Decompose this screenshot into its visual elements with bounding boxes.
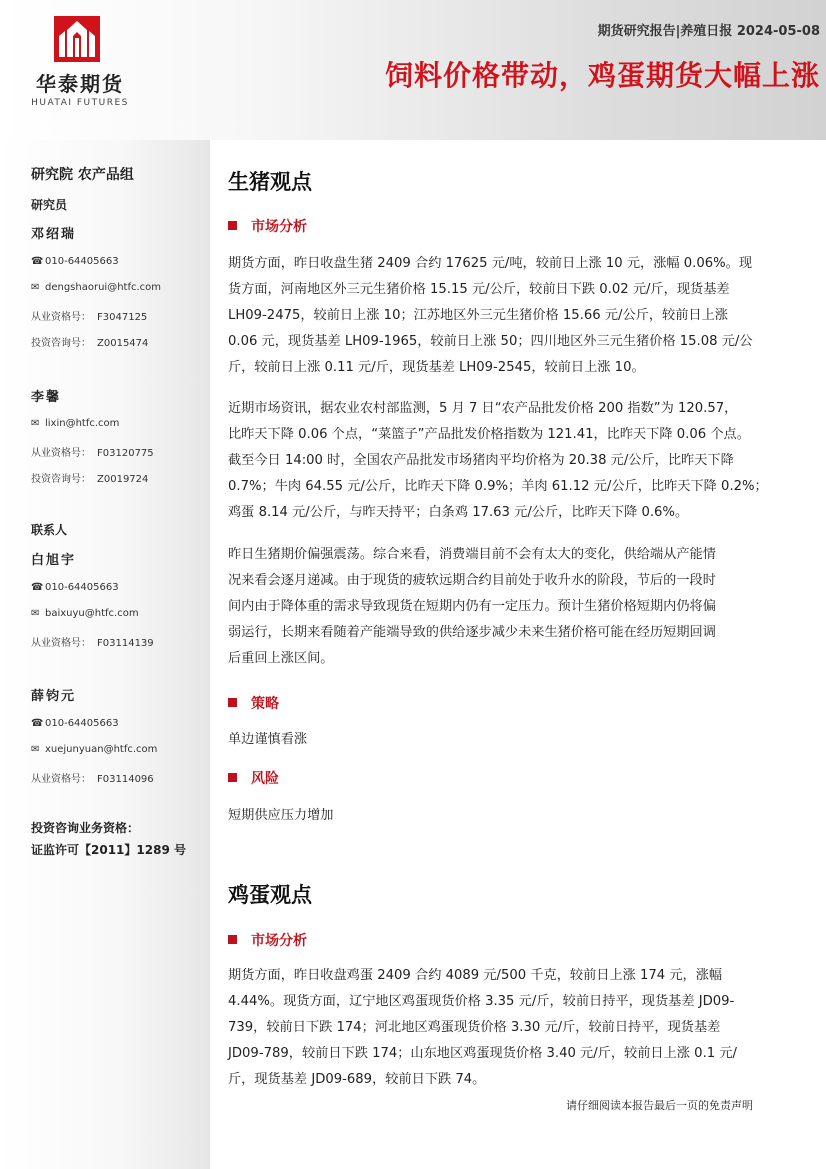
egg-futures-paragraph: 期货方面，昨日收盘鸡蛋 2409 合约 4089 元/500 千克，较前日上涨 174 元，涨幅 4.44%。现货方面，辽宁地区鸡蛋现货价格 3.35 元/斤，较前日持平，现货基差 JD09- 739，较前日下跌 174；河北地区鸡蛋现货价格 3.30 元/斤，较前日持平，现货基差 JD09-789，较前日下跌 174；山东地区鸡蛋现货价格 3.40 元/斤，较前日上涨 0.1 元/ 斤，现货基差 JD09-689，较前日下跌 74。 [228, 968, 737, 1087]
pig-strategy-text: 单边谨慎看涨 [228, 732, 308, 747]
pig-futures-paragraph: 期货方面，昨日收盘生猪 2409 合约 17625 元/吨，较前日上涨 10 元，涨幅 0.06%。现 货方面，河南地区外三元生猪价格 15.15 元/公斤，较前日下跌 0.02 元/斤，现货基差 LH09-2475，较前日上涨 10；江苏地区外三元生猪价格 15.66 元/公斤，较前日上涨 0.06 元，现货基差 LH09-1965，较前日上涨 50；四川地区外三元生猪价格 15.08 元/公 斤，较前日上涨 0.11 元/斤，现货基差 LH09-2545，较前日上涨 10。 [228, 256, 753, 375]
pig-section-title: 生猪观点 [228, 170, 312, 194]
pig-strategy-heading: 策略 [228, 693, 279, 713]
license-info [31, 817, 186, 861]
report-type: 期货研究报告|养殖日报 2024-05-08 [597, 24, 820, 39]
email-icon: ✉ [31, 608, 40, 619]
phone-icon: ☎ [31, 256, 44, 267]
author-cert: 从业资格号： F3047125 [31, 312, 148, 323]
pig-risk-text: 短期供应压力增加 [228, 808, 334, 823]
disclaimer-note: 请仔细阅读本报告最后一页的免责声明 [566, 1099, 753, 1112]
email-icon: ✉ [31, 744, 40, 755]
company-logo [30, 16, 130, 116]
contact-name: 白旭宇 [31, 553, 77, 568]
author-email[interactable]: ✉ lixin@htfc.com [31, 418, 120, 429]
page-header [0, 0, 826, 140]
pig-risk-heading: 风险 [228, 768, 279, 788]
email-icon: ✉ [31, 282, 40, 293]
pig-market-heading: 市场分析 [228, 216, 307, 236]
phone-icon: ☎ [31, 582, 44, 593]
author-sidebar [0, 140, 210, 1169]
license-number: 证监许可【2011】1289 号 [31, 843, 186, 857]
huatai-logo-icon [54, 16, 100, 62]
bullet-square-icon [228, 221, 237, 230]
egg-section-title: 鸡蛋观点 [228, 883, 312, 907]
contact-email[interactable]: ✉ xuejunyuan@htfc.com [31, 744, 158, 755]
logo-english-text: HUATAI FUTURES [31, 98, 129, 108]
author-inv: 投资咨询号： Z0015474 [31, 338, 149, 349]
research-group: 研究院 农产品组 [31, 167, 134, 183]
author-name: 邓绍瑞 [31, 227, 77, 242]
author-phone: ☎ 010-64405663 [31, 256, 119, 267]
researcher-label: 研究员 [31, 198, 68, 212]
email-icon: ✉ [31, 418, 40, 429]
egg-market-heading: 市场分析 [228, 930, 307, 950]
author-inv: 投资咨询号： Z0019724 [31, 474, 149, 485]
phone-icon: ☎ [31, 718, 44, 729]
bullet-square-icon [228, 698, 237, 707]
contact-email[interactable]: ✉ baixuyu@htfc.com [31, 608, 139, 619]
pig-outlook-paragraph: 昨日生猪期价偏强震荡。综合来看，消费端目前不会有太大的变化，供给端从产能情 况来看会逐月递减。由于现货的疲软远期合约目前处于收升水的阶段，节后的一段时 间内由于降体重的需求导致现货在短期内仍有一定压力。预计生猪价格短期内仍将偏 弱运行，长期来看随着产能端导致的供给逐步减少未来生猪价格可能在经历短期回调 后重回上涨区间。 [228, 547, 716, 666]
contact-cert: 从业资格号： F03114139 [31, 638, 154, 649]
author-email[interactable]: ✉ dengshaorui@htfc.com [31, 282, 162, 293]
logo-chinese-text: 华泰期货 [36, 72, 124, 96]
contact-label: 联系人 [31, 523, 68, 537]
report-title: 饲料价格带动，鸡蛋期货大幅上涨 [384, 59, 820, 92]
contact-name: 薛钧元 [31, 689, 77, 704]
contact-phone: ☎ 010-64405663 [31, 718, 119, 729]
contact-cert: 从业资格号： F03114096 [31, 774, 154, 785]
contact-phone: ☎ 010-64405663 [31, 582, 119, 593]
pig-news-paragraph: 近期市场资讯，据农业农村部监测，5 月 7 日“农产品批发价格 200 指数”为 120.57， 比昨天下降 0.06 个点，“菜篮子”产品批发价格指数为 121.41，比昨天下降 0.06 个点。 截至今日 14:00 时，全国农产品批发市场猪肉平均价格为 20.38 元/公斤，比昨天下降 0.7%；牛肉 64.55 元/公斤，比昨天下降 0.9%；羊肉 61.12 元/公斤，比昨天下降 0.2%； 鸡蛋 8.14 元/公斤，与昨天持平；白条鸡 17.63 元/公斤，比昨天下降 0.6%。 [228, 401, 768, 520]
author-name: 李馨 [31, 390, 62, 405]
bullet-square-icon [228, 935, 237, 944]
author-cert: 从业资格号： F03120775 [31, 448, 154, 459]
bullet-square-icon [228, 773, 237, 782]
license-label: 投资咨询业务资格： [31, 821, 140, 835]
